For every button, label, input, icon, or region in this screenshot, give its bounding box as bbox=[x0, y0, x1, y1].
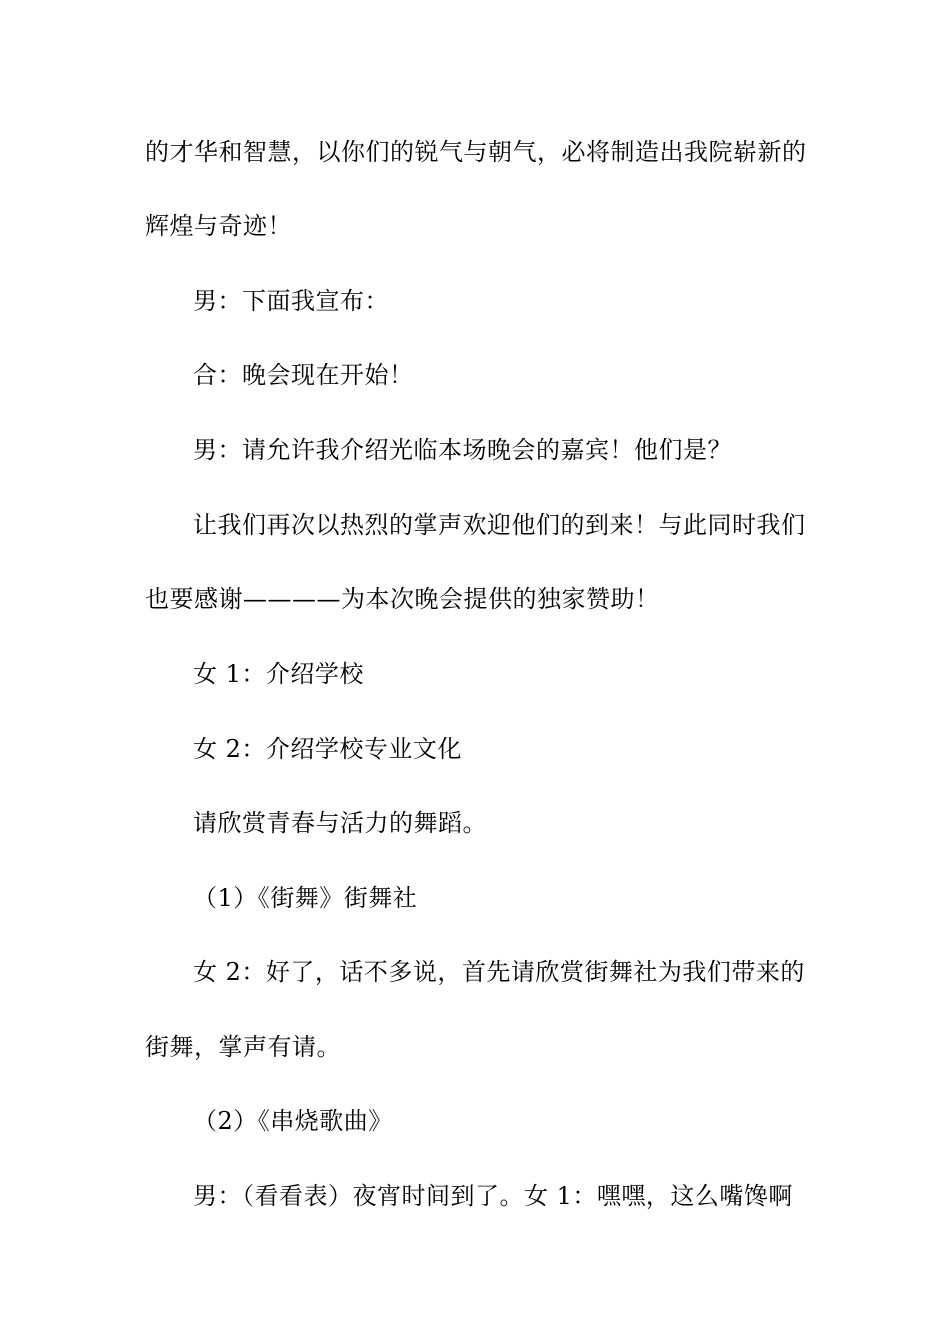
paragraph-line: 让我们再次以热烈的掌声欢迎他们的到来！与此同时我们 bbox=[193, 511, 806, 539]
paragraph-line: （1）《街舞》街舞社 bbox=[193, 884, 418, 912]
paragraph-line: 合：晚会现在开始！ bbox=[193, 361, 414, 389]
paragraph-line: 街舞，掌声有请。 bbox=[145, 1033, 341, 1061]
paragraph-line: 男：请允许我介绍光临本场晚会的嘉宾！他们是？ bbox=[193, 436, 732, 464]
paragraph-line: 辉煌与奇迹！ bbox=[145, 212, 292, 240]
paragraph-line: 请欣赏青春与活力的舞蹈。 bbox=[193, 809, 487, 837]
paragraph-line: 女 2：好了，话不多说，首先请欣赏街舞社为我们带来的 bbox=[193, 958, 805, 986]
paragraph-line: 女 2：介绍学校专业文化 bbox=[193, 735, 462, 763]
paragraph-line: 男：（看看表）夜宵时间到了。女 1：嘿嘿，这么嘴馋啊 bbox=[193, 1182, 793, 1210]
paragraph-line: 也要感谢————为本次晚会提供的独家赞助！ bbox=[145, 585, 660, 613]
paragraph-line: 的才华和智慧，以你们的锐气与朝气，必将制造出我院崭新的 bbox=[145, 138, 807, 166]
paragraph-line: 男：下面我宣布： bbox=[193, 287, 389, 315]
paragraph-line: （2）《串烧歌曲》 bbox=[193, 1107, 393, 1135]
paragraph-line: 女 1：介绍学校 bbox=[193, 660, 364, 688]
